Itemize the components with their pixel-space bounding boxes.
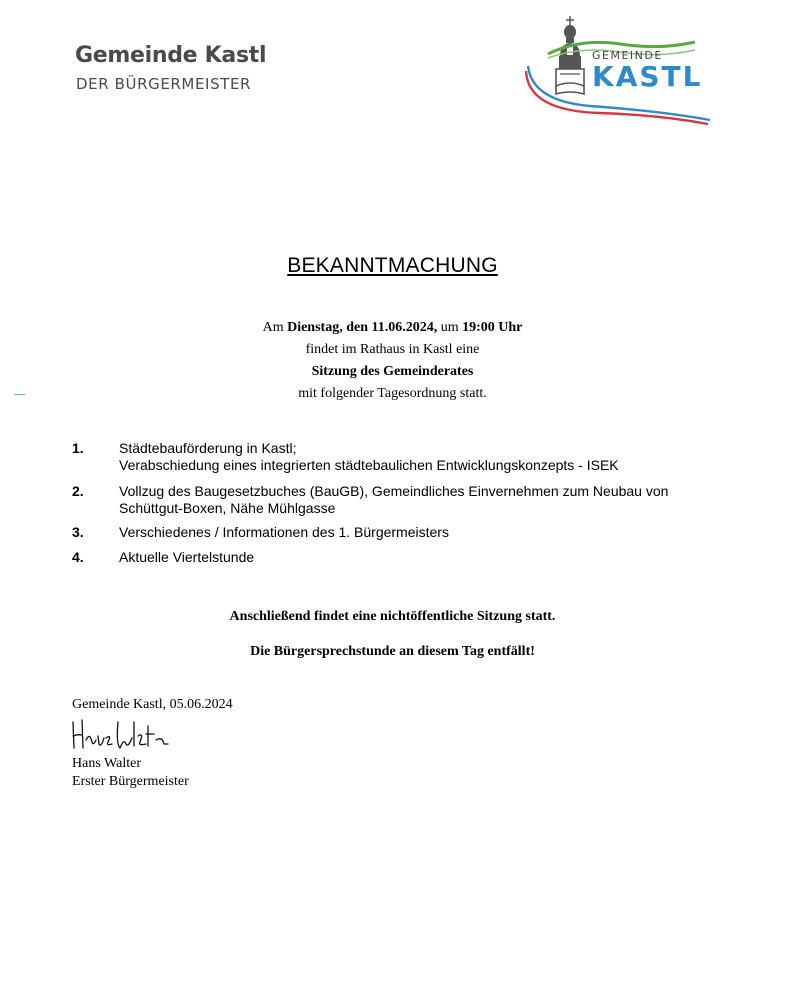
place-date: Gemeinde Kastl, 05.06.2024 <box>72 697 233 712</box>
closed-session-notice: Anschließend findet eine nichtöffentliche Sitzung statt. <box>229 609 556 624</box>
agenda-number: 3. <box>72 524 84 540</box>
document-title: BEKANNTMACHUNG <box>287 254 498 277</box>
agenda-text-line: Vollzug des Baugesetzbuches (BauGB), Gemeindliches Einvernehmen zum Neubau von <box>119 483 669 499</box>
header-office: DER BÜRGERMEISTER <box>76 75 252 93</box>
agenda-text-line: Aktuelle Viertelstunde <box>119 549 255 565</box>
logo-big-text: KASTL <box>592 60 703 93</box>
intro-line-1 <box>0 317 785 339</box>
intro-middle: um <box>437 320 463 335</box>
agenda-text-line: Städtebauförderung in Kastl; <box>119 440 297 456</box>
header-municipality: Gemeinde Kastl <box>75 43 267 68</box>
signer-role: Erster Bürgermeister <box>72 774 189 789</box>
agenda-text-line: Verschiedenes / Informationen des 1. Bürgermeisters <box>119 524 449 540</box>
logo-small-text: GEMEINDE <box>592 49 663 62</box>
intro-line-2: findet im Rathaus in Kastl eine <box>305 342 480 357</box>
intro-prefix: Am <box>262 320 288 335</box>
meeting-date: Dienstag, den 11.06.2024, <box>287 320 438 335</box>
intro-line-4: mit folgender Tagesordnung statt. <box>298 386 487 401</box>
agenda-number: 2. <box>72 483 84 499</box>
agenda-number: 1. <box>72 440 84 456</box>
signer-name: Hans Walter <box>72 756 141 771</box>
agenda-text-line: Schüttgut-Boxen, Nähe Mühlgasse <box>119 500 336 516</box>
handwritten-signature <box>68 714 178 756</box>
agenda-text-line: Verabschiedung eines integrierten städtebaulichen Entwicklungskonzepts - ISEK <box>119 457 619 473</box>
agenda-number: 4. <box>72 549 84 565</box>
intro-line-3: Sitzung des Gemeinderates <box>311 364 474 379</box>
office-hours-notice: Die Bürgersprechstunde an diesem Tag entfällt! <box>250 644 535 659</box>
meeting-time: 19:00 Uhr <box>462 320 523 335</box>
